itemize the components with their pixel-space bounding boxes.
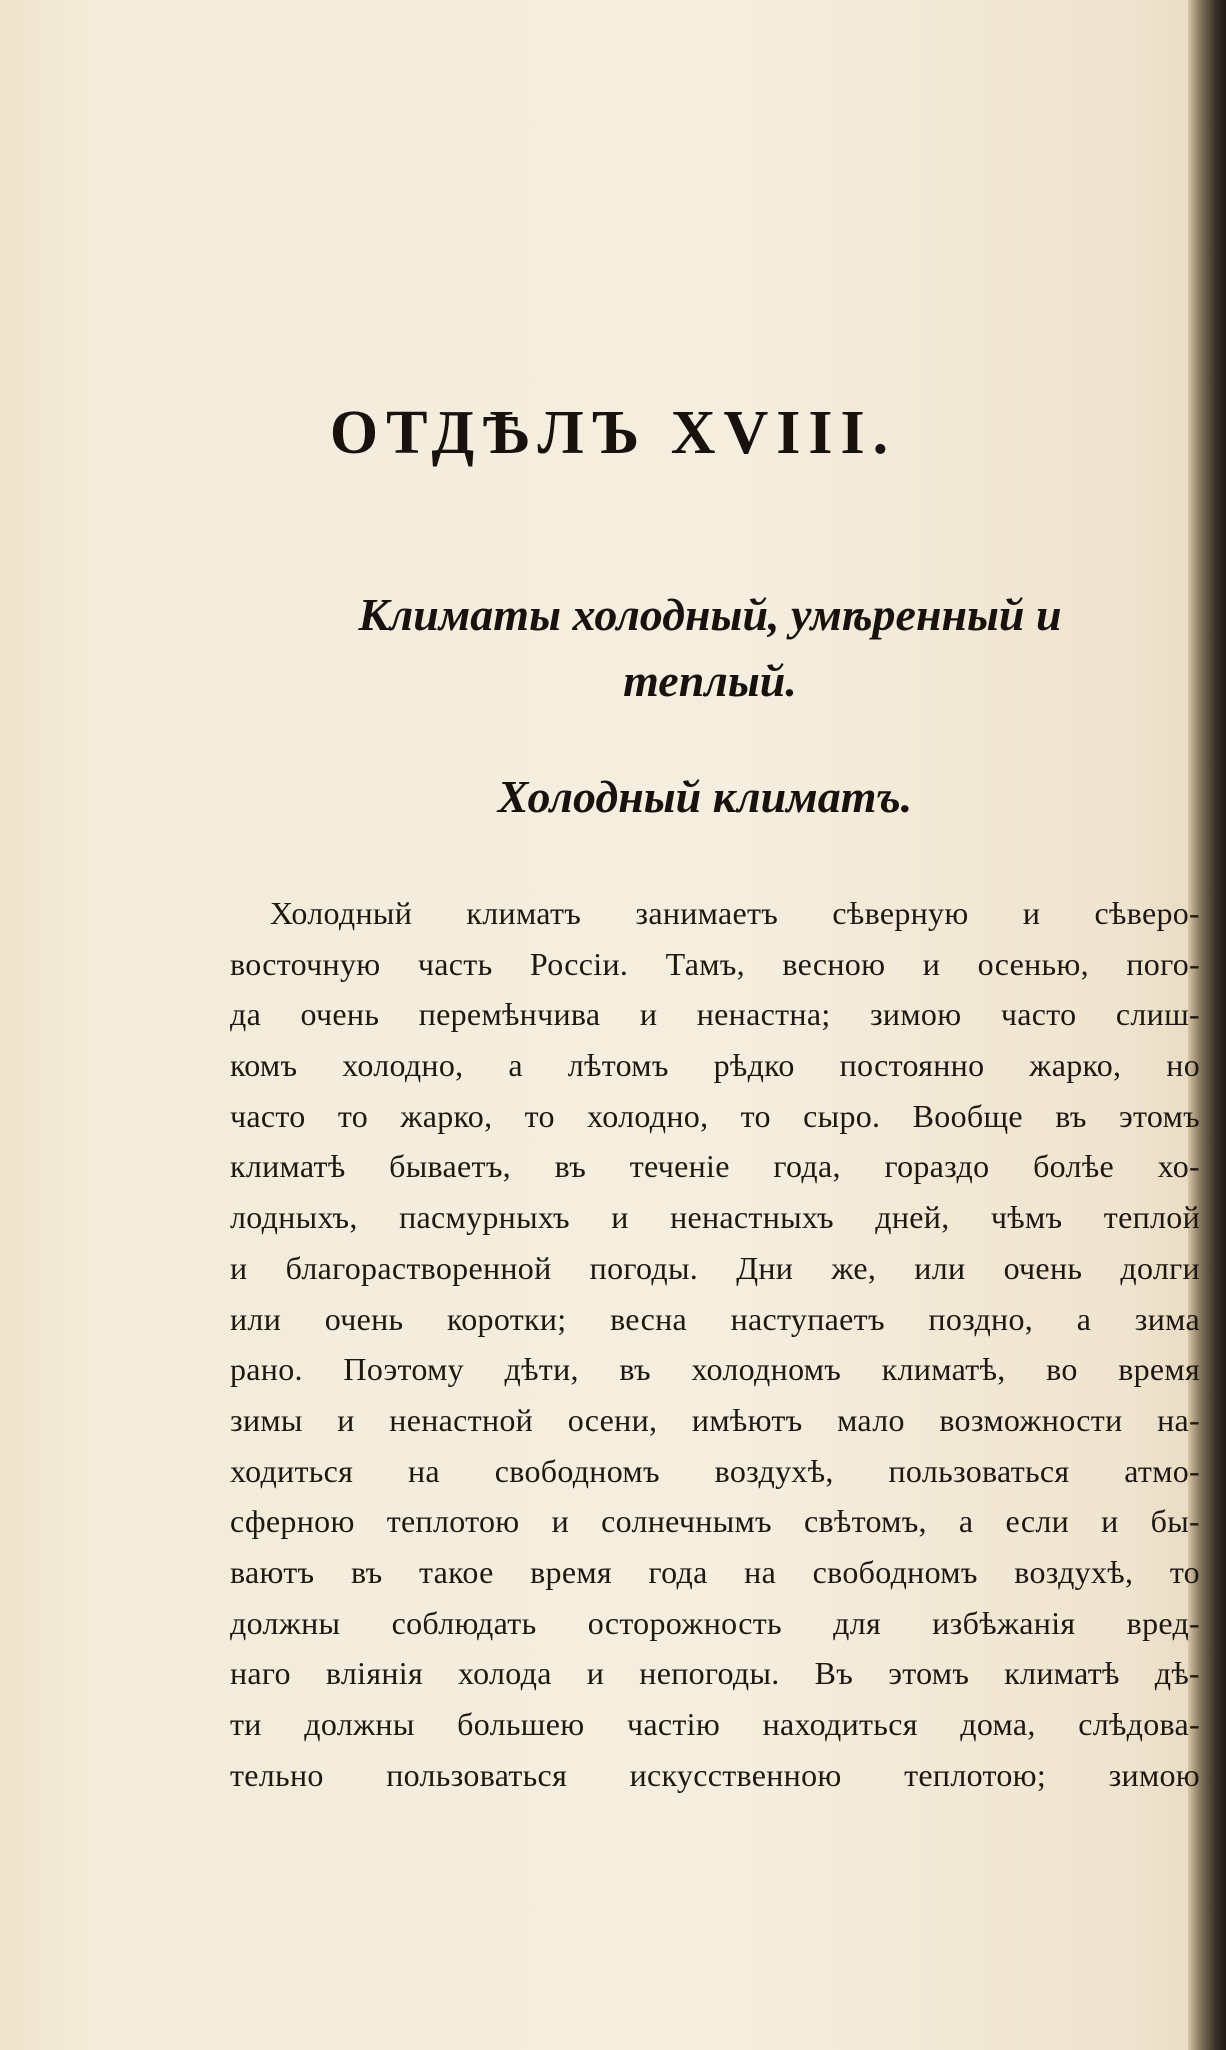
text-line: климатѣ бываетъ, въ теченіе года, гораздо болѣе хо- xyxy=(230,1148,1200,1185)
chapter-title xyxy=(250,582,1170,714)
text-line: рано. Поэтому дѣти, въ холодномъ климатѣ, во время xyxy=(230,1351,1200,1388)
text-line: да очень перемѣнчива и ненастна; зимою часто слиш- xyxy=(230,996,1200,1033)
text-line: лодныхъ, пасмурныхъ и ненастныхъ дней, чѣмъ теплой xyxy=(230,1199,1200,1236)
text-line: тельно пользоваться искусственною теплотою; зимою xyxy=(230,1756,1200,1793)
text-line: наго вліянія холода и непогоды. Въ этомъ климатѣ дѣ- xyxy=(230,1655,1200,1692)
chapter-title-line-2: теплый. xyxy=(623,655,797,706)
section-title: ОТДѢЛЪ XVIII. xyxy=(329,399,897,467)
text-line: ти должны большею частію находиться дома, слѣдова- xyxy=(230,1706,1200,1742)
text-line: должны соблюдать осторожность для избѣжанія вред- xyxy=(230,1604,1200,1641)
text-line: ваютъ въ такое время года на свободномъ воздухѣ, то xyxy=(230,1553,1200,1590)
chapter-title-line-1: Климаты холодный, умѣренный и xyxy=(358,589,1062,640)
body-paragraph xyxy=(230,888,1200,1800)
show-through-text xyxy=(230,40,1190,656)
text-line: ходиться на свободномъ воздухѣ, пользоваться атмо- xyxy=(230,1452,1200,1489)
text-line: часто то жарко, то холодно, то сыро. Вообще въ этомъ xyxy=(230,1097,1200,1134)
text-line: и благорастворенной погоды. Дни же, или очень долги xyxy=(230,1249,1200,1286)
text-line: или очень коротки; весна наступаетъ поздно, а зима xyxy=(230,1300,1200,1337)
text-line: Холодный климатъ занимаетъ сѣверную и сѣверо- xyxy=(270,895,1200,931)
text-line: зимы и ненастной осени, имѣютъ мало возможности на- xyxy=(230,1401,1200,1438)
text-line: восточную часть Россіи. Тамъ, весною и осенью, пого- xyxy=(230,945,1200,982)
text-line: комъ холодно, а лѣтомъ рѣдко постоянно жарко, но xyxy=(230,1047,1200,1084)
text-line: сферною теплотою и солнечнымъ свѣтомъ, а если и бы- xyxy=(230,1503,1200,1540)
subsection-title: Холодный климатъ. xyxy=(497,771,913,822)
